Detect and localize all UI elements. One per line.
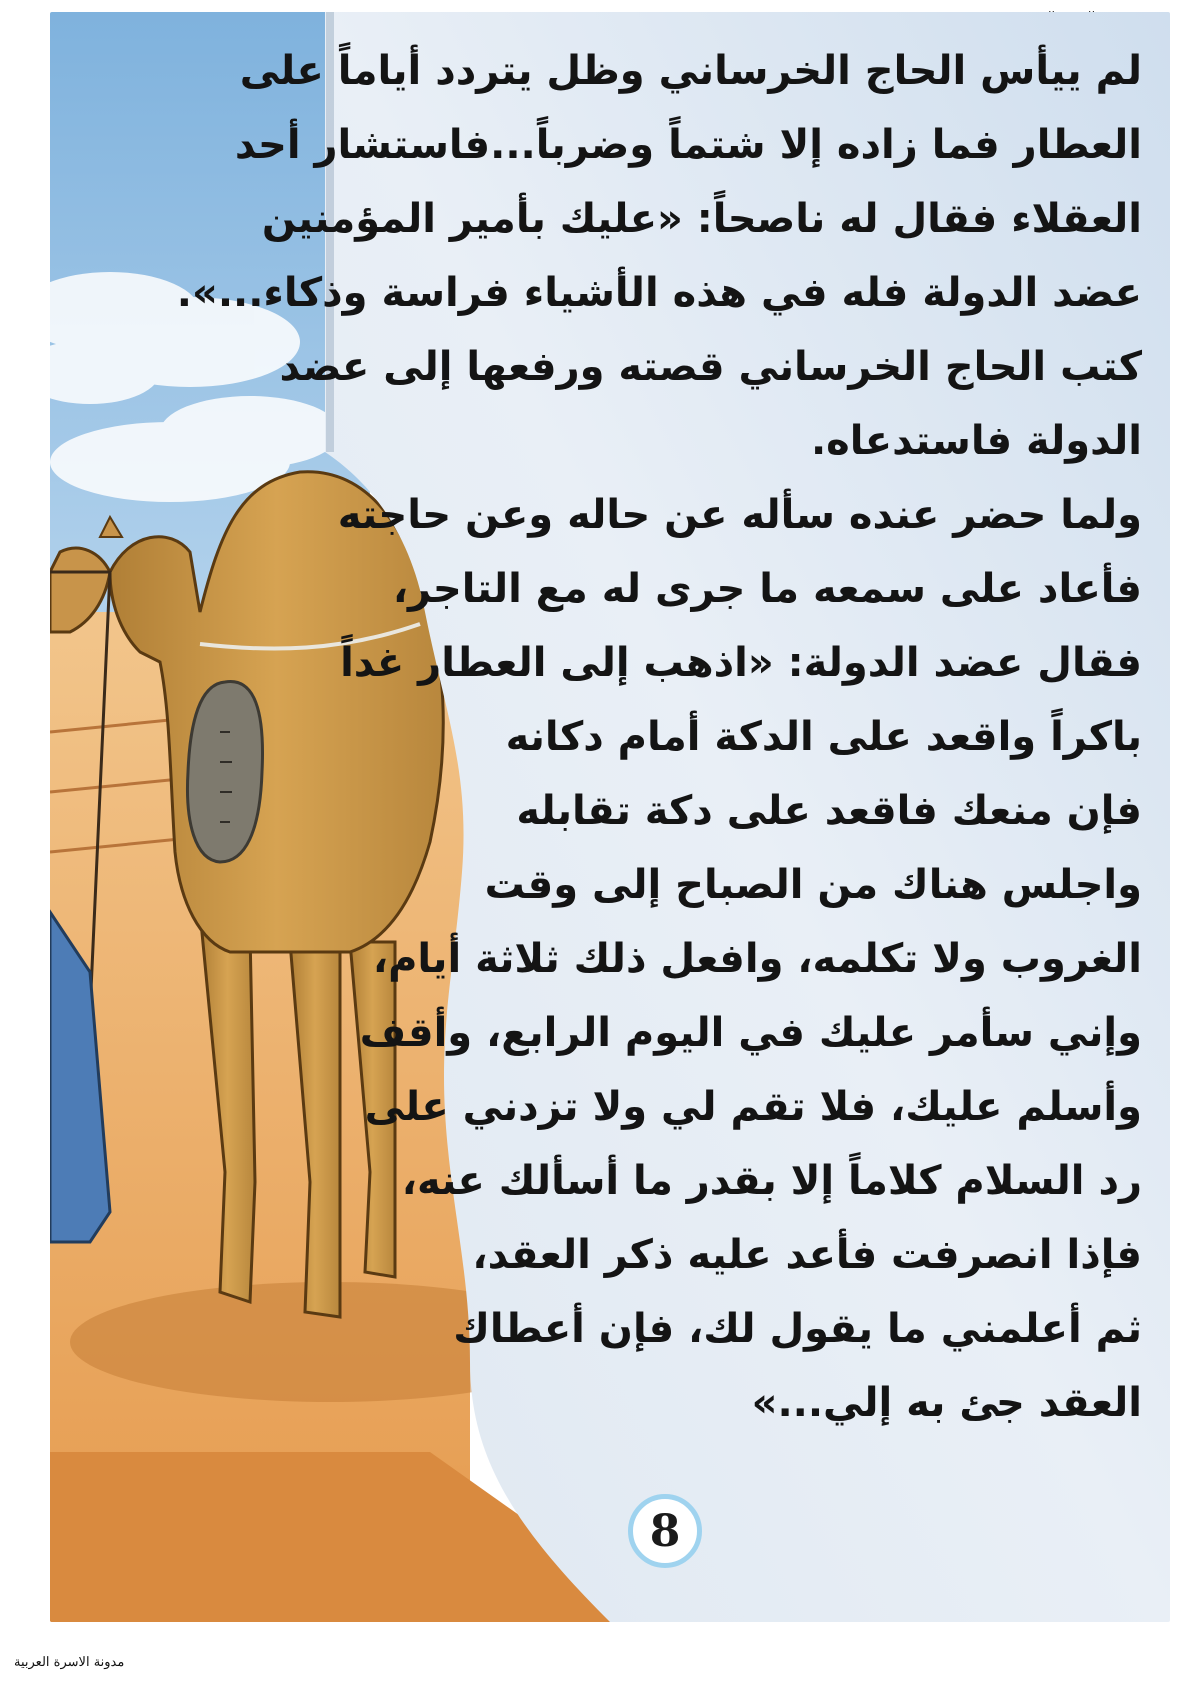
story-line: عضد الدولة فله في هذه الأشياء فراسة وذكاء...». [176,270,1142,316]
story-line: ثم أعلمني ما يقول لك، فإن أعطاك [453,1306,1142,1352]
water-skin [187,682,262,862]
storybook-page [50,12,1170,1622]
story-line: وإني سأمر عليك في اليوم الرابع، وأقف [359,1010,1142,1056]
page-number: 8 [628,1494,702,1568]
story-line: ولما حضر عنده سأله عن حاله وعن حاجته [337,492,1142,538]
story-line: الغروب ولا تكلمه، وافعل ذلك ثلاثة أيام، [372,936,1142,982]
story-line: فقال عضد الدولة: «اذهب إلى العطار غداً [340,640,1142,686]
story-line: واجلس هناك من الصباح إلى وقت [484,862,1142,908]
watermark-bottom: مدونة الاسرة العربية [14,1655,125,1670]
story-line: كتب الحاج الخرساني قصته ورفعها إلى عضد [279,344,1142,390]
story-text [176,34,1142,1440]
story-line: العطار فما زاده إلا شتماً وضرباً...فاستشار أحد [234,122,1142,168]
story-line: فأعاد على سمعه ما جرى له مع التاجر، [392,566,1142,612]
story-line: فإن منعك فاقعد على دكة تقابله [516,788,1142,834]
story-line: فإذا انصرفت فأعد عليه ذكر العقد، [472,1232,1142,1278]
story-line: وأسلم عليك، فلا تقم لي ولا تزدني على [364,1084,1142,1130]
story-line: العقلاء فقال له ناصحاً: «عليك بأمير المؤمنين [261,196,1142,242]
story-line: لم ييأس الحاج الخرساني وظل يتردد أياماً على [239,48,1142,94]
story-line: العقد جئ به إلي...» [751,1380,1142,1426]
story-line: باكراً واقعد على الدكة أمام دكانه [505,714,1142,760]
story-line: رد السلام كلاماً إلا بقدر ما أسألك عنه، [401,1158,1142,1204]
story-line: الدولة فاستدعاه. [810,418,1142,464]
